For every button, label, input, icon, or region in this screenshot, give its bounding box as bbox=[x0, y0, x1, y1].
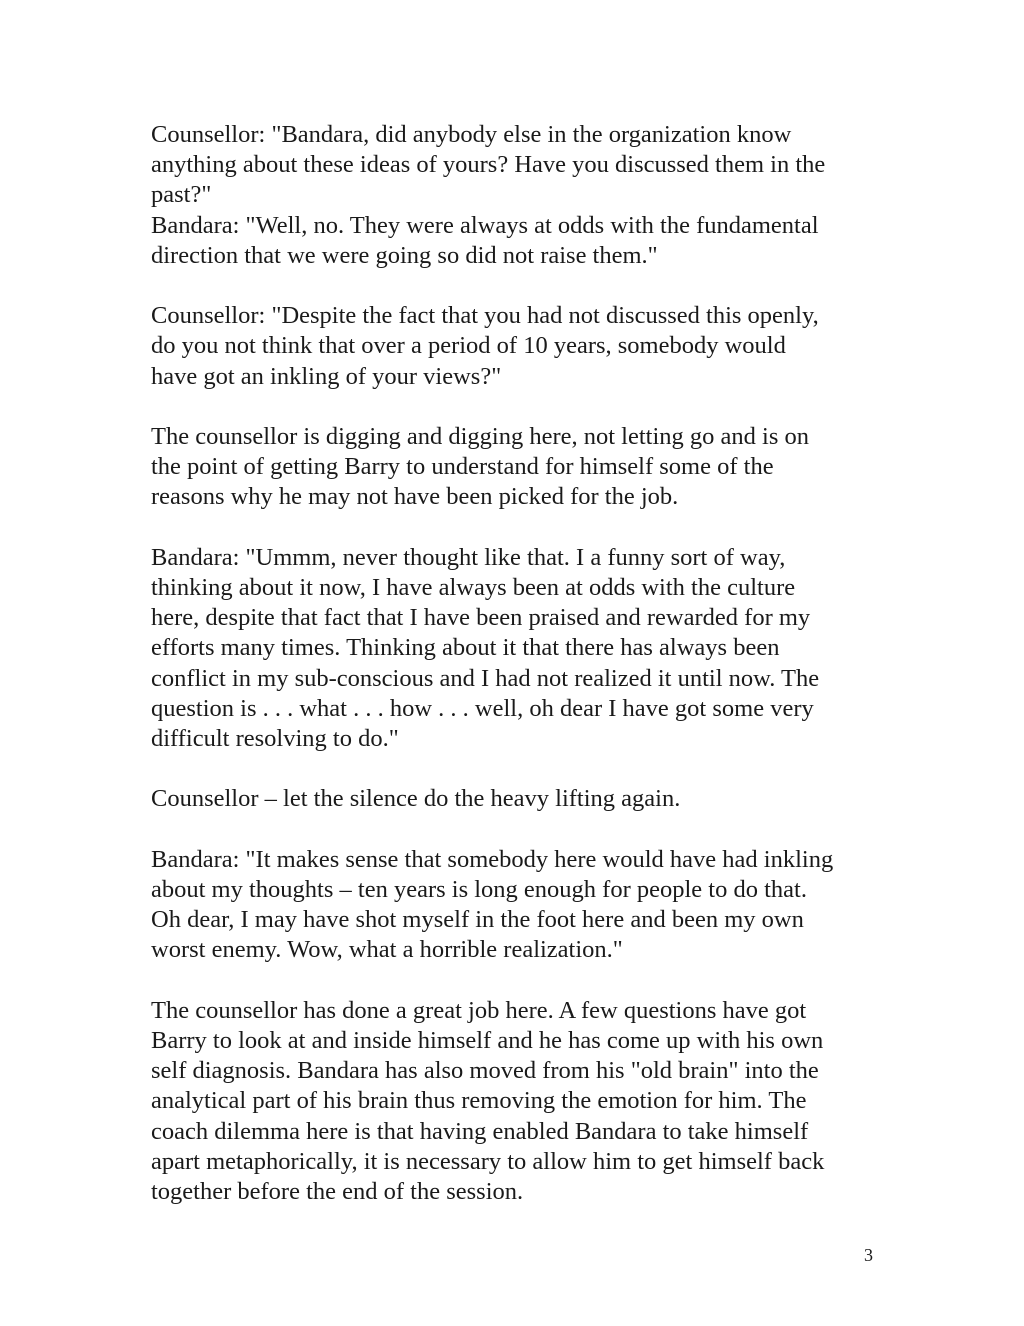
paragraph-commentary-2 bbox=[151, 996, 881, 1207]
text-line: worst enemy. Wow, what a horrible realization." bbox=[151, 936, 623, 964]
text-line: efforts many times. Thinking about it that there has always been bbox=[151, 634, 780, 662]
text-line: conflict in my sub-conscious and I had not realized it until now. The bbox=[151, 664, 820, 692]
text-line: Counsellor: "Bandara, did anybody else in the organization know bbox=[151, 121, 792, 148]
text-line: Bandara: "Well, no. They were always at odds with the fundamental bbox=[151, 211, 819, 239]
text-line: Counsellor – let the silence do the heavy lifting again. bbox=[151, 785, 681, 813]
text-line: Bandara: "Ummm, never thought like that. I a funny sort of way, bbox=[151, 543, 786, 571]
text-line: Oh dear, I may have shot myself in the foot here and been my own bbox=[151, 906, 804, 934]
text-line: apart metaphorically, it is necessary to allow him to get himself back bbox=[151, 1147, 825, 1175]
text-line: past?" bbox=[151, 181, 212, 209]
paragraph-counsellor-note bbox=[151, 784, 881, 814]
text-line: about my thoughts – ten years is long enough for people to do that. bbox=[151, 876, 807, 903]
text-line: The counsellor is digging and digging here, not letting go and is on bbox=[151, 423, 809, 450]
text-line: Counsellor: "Despite the fact that you had not discussed this openly, bbox=[151, 302, 819, 330]
paragraph-commentary-1 bbox=[151, 422, 881, 513]
text-line: have got an inkling of your views?" bbox=[151, 362, 502, 390]
text-line: self diagnosis. Bandara has also moved from his "old brain" into the bbox=[151, 1057, 819, 1085]
text-line: thinking about it now, I have always been at odds with the culture bbox=[151, 574, 796, 601]
paragraph-counsellor-question-1 bbox=[151, 120, 881, 211]
text-line: do you not think that over a period of 10 years, somebody would bbox=[151, 332, 786, 360]
text-line: together before the end of the session. bbox=[151, 1178, 524, 1206]
paragraph-bandara-reply-2 bbox=[151, 543, 881, 754]
text-line: The counsellor has done a great job here. A few questions have got bbox=[151, 996, 807, 1024]
text-line: question is . . . what . . . how . . . well, oh dear I have got some very bbox=[151, 694, 814, 722]
text-line: Bandara: "It makes sense that somebody here would have had inkling bbox=[151, 845, 834, 873]
text-line: difficult resolving to do." bbox=[151, 725, 399, 753]
paragraph-bandara-reply-3 bbox=[151, 845, 881, 966]
text-line: anything about these ideas of yours? Have you discussed them in the bbox=[151, 151, 826, 179]
body-text bbox=[151, 120, 881, 1207]
text-line: coach dilemma here is that having enabled Bandara to take himself bbox=[151, 1117, 809, 1145]
text-line: direction that we were going so did not raise them." bbox=[151, 241, 658, 269]
paragraph-counsellor-question-2 bbox=[151, 301, 881, 392]
text-line: Barry to look at and inside himself and he has come up with his own bbox=[151, 1027, 824, 1054]
text-line: the point of getting Barry to understand for himself some of the bbox=[151, 453, 774, 481]
text-line: here, despite that fact that I have been praised and rewarded for my bbox=[151, 604, 811, 632]
text-line: analytical part of his brain thus removing the emotion for him. The bbox=[151, 1087, 807, 1115]
text-line: reasons why he may not have been picked for the job. bbox=[151, 483, 679, 511]
page-number: 3 bbox=[864, 1245, 873, 1265]
paragraph-bandara-reply-1 bbox=[151, 211, 881, 271]
